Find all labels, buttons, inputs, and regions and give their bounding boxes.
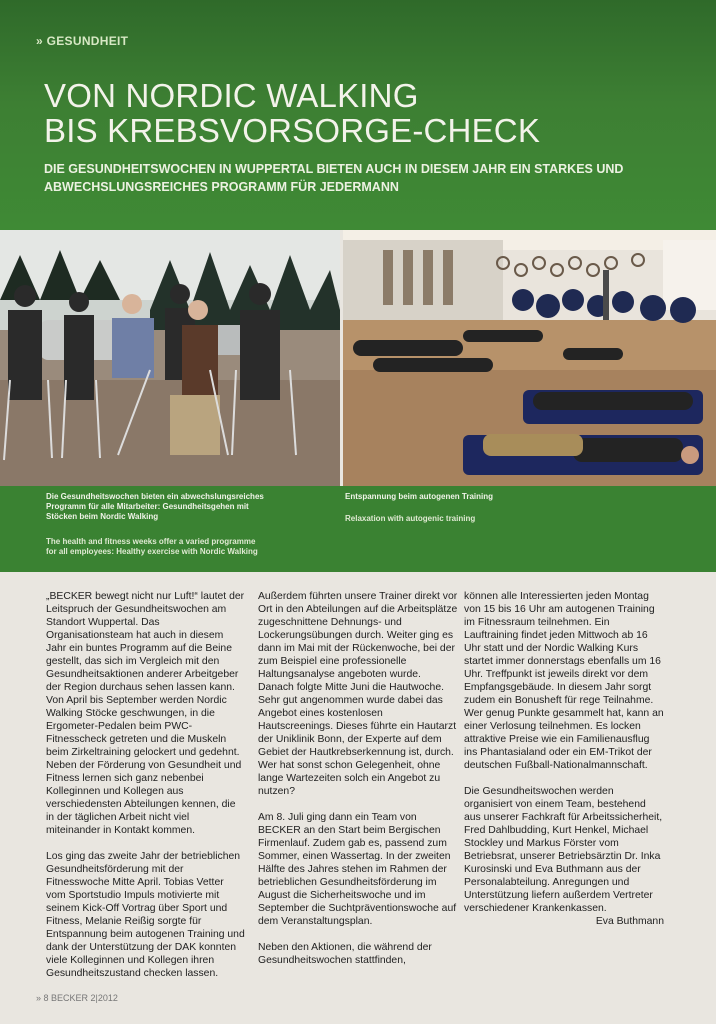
caption-left-german: Die Gesundheitswochen bieten ein abwechslungsreiches Programm für alle Mitarbeiter: Gesundheitsgehen mit Stöcken beim Nordic Walking xyxy=(46,492,264,521)
title-line-1: VON NORDIC WALKING xyxy=(44,77,419,114)
photo-nordic-walking xyxy=(0,230,340,486)
paragraph: Neben den Aktionen, die während der Gesundheitswochen stattfinden, xyxy=(258,942,432,966)
paragraph: Außerdem führten unsere Trainer direkt vor Ort in den Abteilungen auf die Arbeitsplätze zugeschnittene Dehnungs- und Lockerungsübungen durch. Weiter ging es dann im Mai mit der Rückenwoche, bei der zum Beispiel eine professionelle Haltungsanalyse angeboten wurde. Danach folgte Mitte Juni die Hautwoche. Sehr gut angenommen wurde dabei das Angebot eines kostenlosen Hautscreenings. Dieses führte ein Hautarzt der Uniklinik Bonn, der Experte auf dem Gebiet der Hautkrebserkennung ist, durch. Wer hat sonst schon Gelegenheit, ohne lange Wartezeiten solch ein Angebot zu nutzen? xyxy=(258,591,458,797)
article-title xyxy=(44,78,540,148)
photo-autogenic-training xyxy=(343,230,716,486)
article-column-3 xyxy=(464,590,664,928)
paragraph xyxy=(464,785,664,915)
article-subtitle: DIE GESUNDHEITSWOCHEN IN WUPPERTAL BIETEN AUCH IN DIESEM JAHR EIN STARKES UND ABWECHSLUNGSREICHES PROGRAMM FÜR JEDERMANN xyxy=(44,162,624,194)
article-column-2 xyxy=(258,590,458,980)
paragraph: „BECKER bewegt nicht nur Luft!“ lautet der Leitspruch der Gesundheitswochen am Standort Wuppertal. Das Organisationsteam hat auch in diesem Jahr ein buntes Programm auf die Beine gestellt, das sich im Vergleich mit den Gesundheitsaktionen anderer Arbeitgeber der Region durchaus sehen lassen kann. Von April bis September werden Nordic Walking Stöcke geschwungen, in die Ergometer-Pedalen beim PWC-Fitnesscheck getreten und die Muskeln beim Zirkeltraining gelockert und gedehnt. Neben der Förderung von Gesundheit und Fitness lernen sich ganz nebenbei Kolleginnen und Kollegen aus verschiedensten Abteilungen kennen, die in der täglichen Arbeit nicht viel miteinander in Kontakt kommen. xyxy=(46,591,245,836)
paragraph-text: Die Gesundheitswochen werden organisiert von einem Team, bestehend aus unserer Fachkraft für Arbeitssicherheit, Fred Dahlbudding, Kurt Henkel, Michael Stockley und Markus Förster vom Betriebsrat, unserer Betriebsärztin Dr. Inka Kurosinski und Eva Buthmann aus der Personalabteilung. Anregungen und Unterstützung liefern außerdem Vertreter verschiedener Krankenkassen. xyxy=(464,786,663,914)
green-header xyxy=(0,0,716,230)
caption-left-english: The health and fitness weeks offer a varied programme for all employees: Healthy exercise with Nordic Walking xyxy=(46,537,258,556)
page-footer: » 8 BECKER 2|2012 xyxy=(36,993,118,1003)
article-column-1 xyxy=(46,590,246,993)
paragraph: Los ging das zweite Jahr der betrieblichen Gesundheitsförderung mit der Fitnesswoche Mitte April. Tobias Vetter vom Sportstudio Impuls motivierte mit seinem Kick-Off Vortrag über Sport und Fitness, Melanie Reißig sorgte für Entspannung beim autogenen Training und dank der Unterstützung der DAK konnten viele Kolleginnen und Kollegen ihren Gesundheitszustand checken lassen. xyxy=(46,851,245,979)
author-signature: Eva Buthmann xyxy=(595,916,664,927)
paragraph: können alle Interessierten jeden Montag von 15 bis 16 Uhr am autogenen Training im Fitnessraum teilnehmen. Ein Lauftraining findet jeden Mittwoch ab 16 Uhr statt und der Nordic Walking Kurs startet immer donnerstags ebenfalls um 16 Uhr. Treffpunkt ist jeweils direkt vor dem Empfangsgebäude. In diesem Jahr sorgt zudem ein Bonusheft für rege Teilnahme. Wer genug Punkte gesammelt hat, kann an einer Verlosung teilnehmen. Es locken attraktive Preise wie ein Familienausflug ins Phantasialand oder ein EM-Trikot der deutschen Fußball-Nationalmannschaft. xyxy=(464,591,664,771)
paragraph: Am 8. Juli ging dann ein Team von BECKER an den Start beim Bergischen Firmenlauf. Zudem gab es, passend zum Sommer, einen Wassertag. In der zweiten Hälfte des Jahres stehen im Rahmen der betrieblichen Gesundheitsförderung im August die Sicherheitswoche und im September die Suchtpräventionswoche auf dem Veranstaltungsplan. xyxy=(258,812,457,927)
title-line-2: BIS KREBSVORSORGE-CHECK xyxy=(44,112,541,149)
caption-right-english: Relaxation with autogenic training xyxy=(345,514,476,523)
caption-right-german: Entspannung beim autogenen Training xyxy=(345,492,494,501)
section-label: » GESUNDHEIT xyxy=(36,34,129,48)
